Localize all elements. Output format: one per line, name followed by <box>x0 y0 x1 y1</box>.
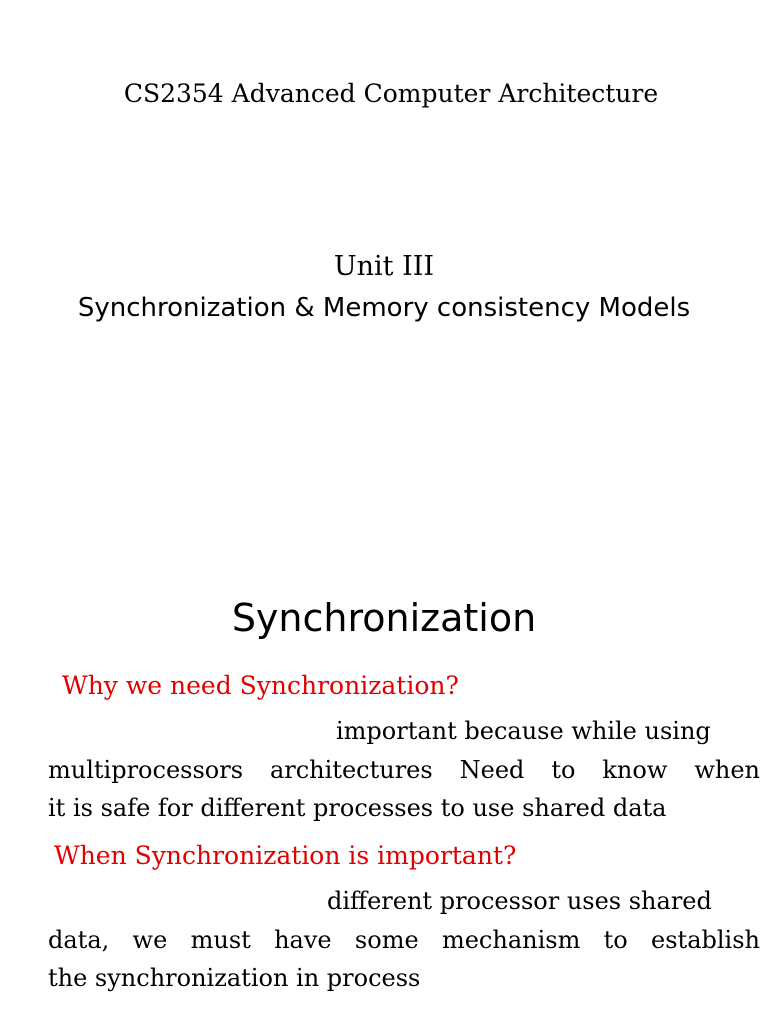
answer-line: important because while using <box>336 717 711 745</box>
answer-why-synchronization <box>48 712 760 828</box>
answer-line: data, we must have some mechanism to establish <box>48 925 760 954</box>
answer-when-synchronization <box>48 882 760 998</box>
answer-line: multiprocessors architectures Need to know when <box>48 755 760 784</box>
question-when-synchronization: When Synchronization is important? <box>54 841 517 870</box>
answer-line: it is safe for different processes to use shared data <box>48 794 667 822</box>
answer-line: different processor uses shared <box>327 887 712 915</box>
course-title: CS2354 Advanced Computer Architecture <box>123 79 659 108</box>
answer-line: the synchronization in process <box>48 964 421 992</box>
question-why-synchronization: Why we need Synchronization? <box>62 671 459 700</box>
section-heading: Synchronization <box>231 596 537 640</box>
unit-subtitle: Synchronization & Memory consistency Models <box>77 293 691 323</box>
unit-label: Unit III <box>333 251 435 282</box>
